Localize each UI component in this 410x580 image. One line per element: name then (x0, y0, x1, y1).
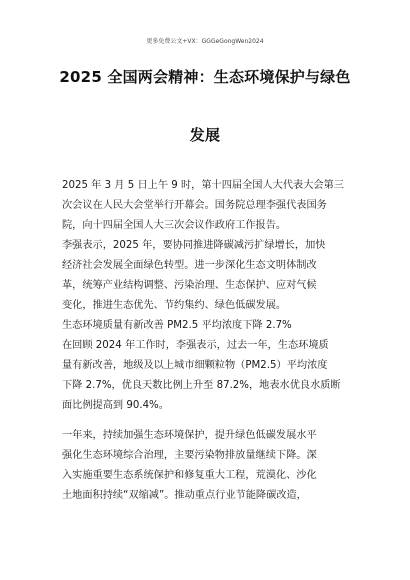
paragraph-line: 革，统筹产业结构调整、污染治理、生态保护、应对气候 (62, 280, 317, 291)
paragraph-line: 入实施重要生态系统保护和修复重大工程，荒漠化、沙化 (62, 470, 317, 481)
paragraph-line: 量有新改善，地级及以上城市细颗粒物（PM2.5）平均浓度 (62, 360, 328, 371)
document-title-line-1: 2025 全国两会精神：生态环境保护与绿色 (59, 68, 351, 86)
paragraph-line: 在回顾 2024 年工作时，李强表示，过去一年，生态环境质 (62, 340, 329, 351)
paragraph-line: 土地面积持续“双缩减”。推动重点行业节能降碳改造， (62, 490, 307, 501)
paragraph-1 (62, 176, 350, 236)
paragraph-line: 一年来，持续加强生态环境保护，提升绿色低碳发展水平 (62, 430, 317, 441)
document-title-line-2: 发展 (189, 126, 221, 144)
paragraph-line: 李强表示，2025 年，要协同推进降碳减污扩绿增长，加快 (62, 240, 326, 251)
paragraph-line: 院，向十四届全国人大三次会议作政府工作报告。 (62, 220, 287, 231)
paragraph-line: 变化，推进生态优先、节约集约、绿色低碳发展。 (62, 300, 287, 311)
paragraph-line: 次会议在人民大会堂举行开幕会。国务院总理李强代表国务 (62, 200, 327, 211)
paragraph-line: 经济社会发展全面绿色转型。进一步深化生态文明体制改 (62, 260, 317, 271)
paragraph-3-subheading (62, 316, 350, 336)
header-watermark: 更多免费公文+VX：GGGeGongWen2024 (146, 38, 264, 45)
paragraph-line: 强化生态环境综合治理，主要污染物排放量继续下降。深 (62, 450, 317, 461)
paragraph-5 (62, 426, 350, 506)
paragraph-line: 2025 年 3 月 5 日上午 9 时，第十四届全国人大代表大会第三 (62, 180, 344, 191)
paragraph-2 (62, 236, 350, 316)
paragraph-4 (62, 336, 350, 416)
paragraph-line: 生态环境质量有新改善 PM2.5 平均浓度下降 2.7% (62, 320, 292, 331)
paragraph-line: 面比例提高到 90.4%。 (62, 400, 169, 411)
paragraph-line: 下降 2.7%，优良天数比例上升至 87.2%，地表水优良水质断 (62, 380, 341, 391)
